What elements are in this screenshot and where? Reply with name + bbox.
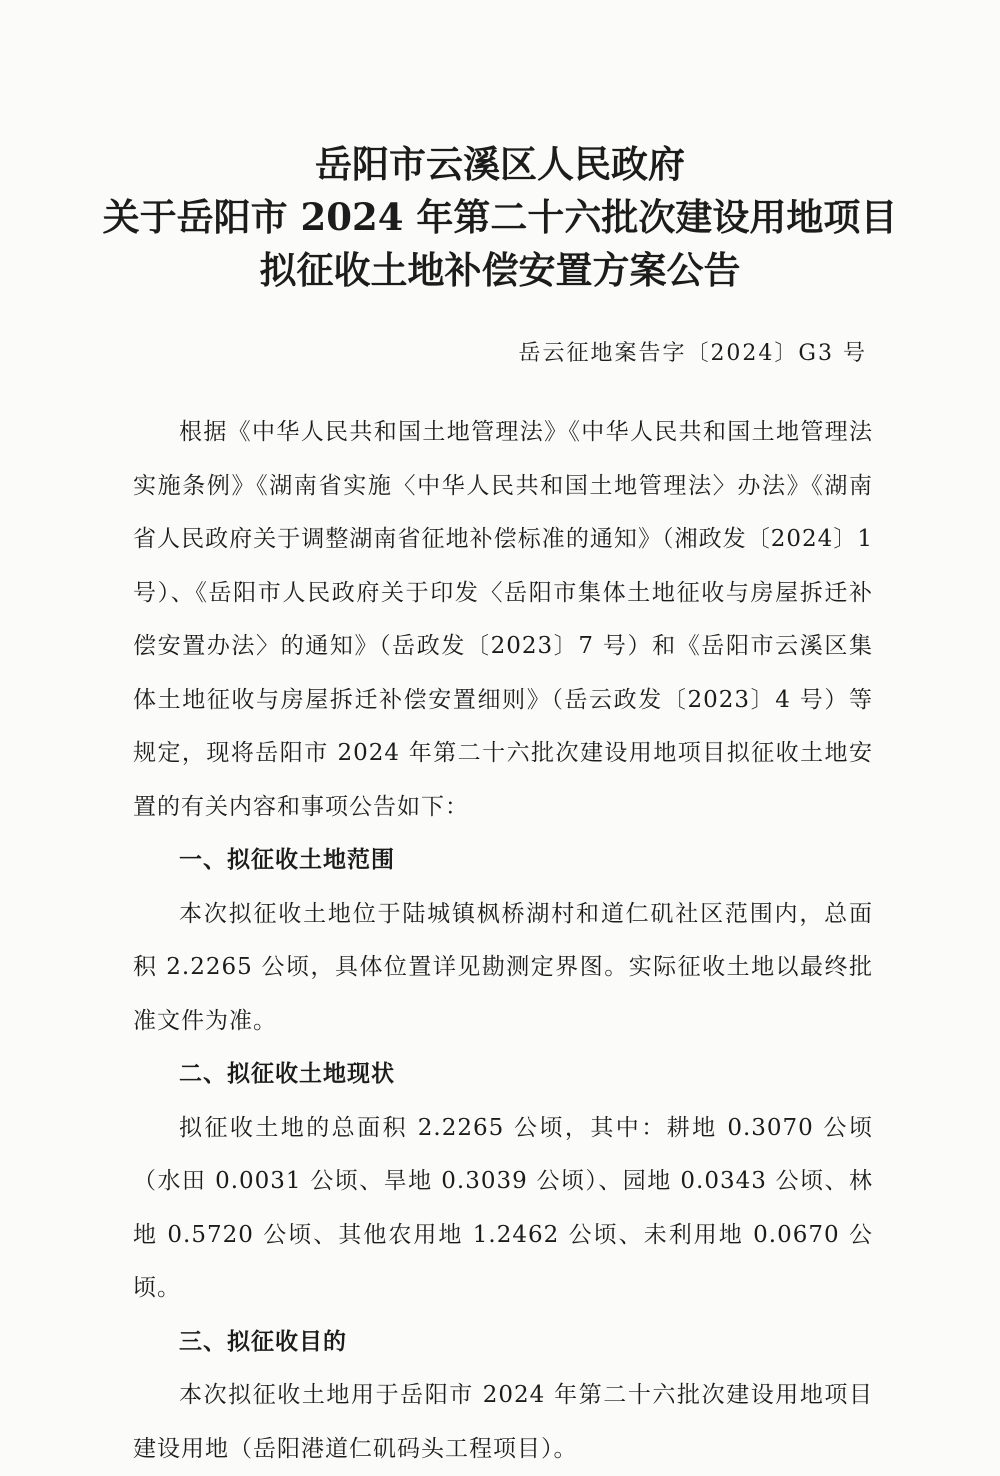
section-text-purpose: 本次拟征收土地用于岳阳市 2024 年第二十六批次建设用地项目建设用地（岳阳港道仁矶码头工程项目）。 bbox=[133, 1382, 873, 1462]
title-line-3: 拟征收土地补偿安置方案公告 bbox=[259, 248, 741, 292]
section-text-scope: 本次拟征收土地位于陆城镇枫桥湖村和道仁矶社区范围内，总面积 2.2265 公顷，具体位置详见勘测定界图。实际征收土地以最终批准文件为准。 bbox=[133, 900, 873, 1034]
title-line-1: 岳阳市云溪区人民政府 bbox=[315, 142, 685, 186]
document-body bbox=[133, 406, 873, 1476]
section-heading-purpose: 三、拟征收目的 bbox=[179, 1328, 347, 1355]
section-heading-status: 二、拟征收土地现状 bbox=[179, 1061, 395, 1087]
document-number: 岳云征地案告字〔2024〕G3 号 bbox=[518, 341, 867, 366]
title-line-2: 关于岳阳市 2024 年第二十六批次建设用地项目 bbox=[102, 195, 898, 239]
intro-paragraph: 根据《中华人民共和国土地管理法》《中华人民共和国土地管理法实施条例》《湖南省实施〈中华人民共和国土地管理法〉办法》《湖南省人民政府关于调整湖南省征地补偿标准的通知》（湘政发〔2024〕1 号）、《岳阳市人民政府关于印发〈岳阳市集体土地征收与房屋拆迁补偿安置办法〉的通知》（岳政发〔2023〕7 号）和《岳阳市云溪区集体土地征收与房屋拆迁补偿安置细则》（岳云政发〔2023〕4 号）等规定，现将岳阳市 2024 年第二十六批次建设用地项目拟征收土地安置的有关内容和事项公告如下： bbox=[133, 419, 873, 820]
section-heading-scope: 一、拟征收土地范围 bbox=[179, 847, 395, 873]
section-text-status: 拟征收土地的总面积 2.2265 公顷，其中：耕地 0.3070 公顷（水田 0.0031 公顷、旱地 0.3039 公顷）、园地 0.0343 公顷、林地 0.5720 公顷、其他农用地 1.2462 公顷、未利用地 0.0670 公顷。 bbox=[133, 1114, 873, 1301]
document-title bbox=[80, 138, 920, 297]
